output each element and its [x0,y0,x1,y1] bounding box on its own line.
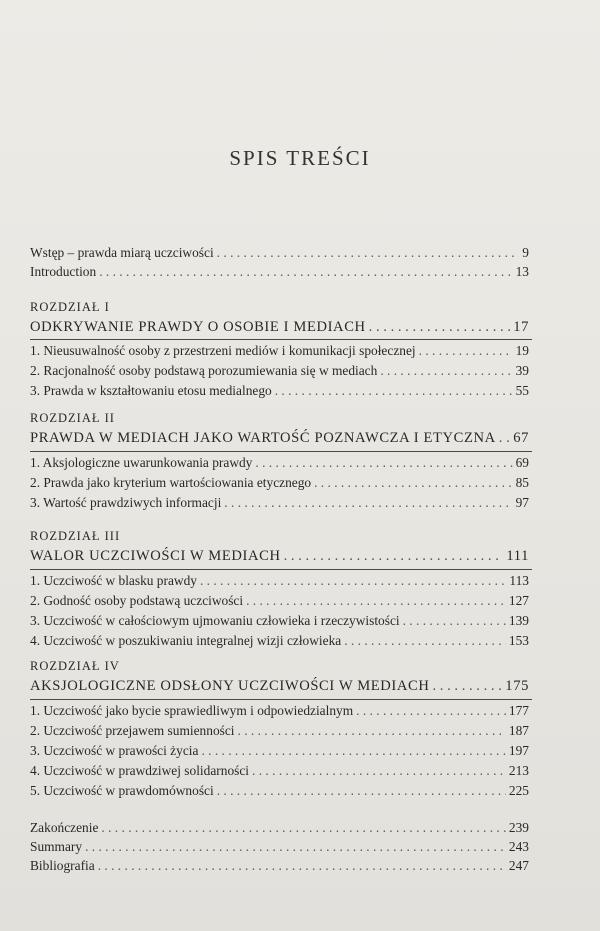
toc-entry-label: 1. Aksjologiczne uwarunkowania prawdy [30,455,253,470]
chapter-divider [30,339,532,340]
toc-entry-label: 1. Uczciwość w blasku prawdy [30,573,197,588]
chapter-1 [30,300,529,336]
toc-entry-page: 197 [508,743,529,758]
toc-entry-label: 2. Godność osoby podstawą uczciwości [30,593,244,608]
toc-entry-page: 139 [508,613,529,628]
leader-dots [356,703,506,719]
leader-dots [99,264,512,280]
toc-entry-page: 19 [515,343,529,358]
toc-entry-page: 13 [515,264,529,279]
toc-entry-label: 1. Nieusuwalność osoby z przestrzeni mediów i komunikacji społecznej [30,343,416,358]
toc-entry-label: 3. Uczciwość w prawości życia [30,743,199,758]
toc-entry-page: 113 [509,573,529,588]
toc-entry [30,820,529,839]
toc-entry [30,455,529,475]
leader-dots [101,820,506,836]
toc-entry-label: Summary [30,839,83,854]
chapter-title: AKSJOLOGICZNE ODSŁONY UCZCIWOŚCI W MEDIACH [30,678,430,694]
toc-entry [30,858,529,877]
toc-entry [30,633,529,653]
leader-dots [246,593,506,609]
chapter-4-sections [30,703,529,803]
chapter-3-sections [30,573,529,653]
toc-entry-page: 225 [508,783,529,798]
chapter-title-entry [30,548,529,565]
toc-entry-page: 127 [508,593,529,608]
toc-entry-page: 9 [522,245,529,260]
toc-entry-label: 3. Wartość prawdziwych informacji [30,495,222,510]
leader-dots [238,723,506,739]
toc-entry [30,383,529,403]
leader-dots [403,613,506,629]
toc-entry-label: 3. Prawda w kształtowaniu etosu medialnego [30,383,272,398]
toc-entry-label: 4. Uczciwość w poszukiwaniu integralnej wizji człowieka [30,633,342,648]
chapter-title: PRAWDA W MEDIACH JAKO WARTOŚĆ POZNAWCZA I ETYCZNA [30,430,496,446]
toc-entry [30,475,529,495]
chapter-title-entry [30,319,529,336]
toc-entry [30,264,529,283]
chapter-page: 17 [513,319,529,335]
chapter-page: 111 [506,548,529,564]
toc-entry-page: 85 [515,475,529,490]
page-title: SPIS TREŚCI [229,146,371,170]
chapter-title: WALOR UCZCIWOŚCI W MEDIACH [30,548,281,564]
toc-entry-label: 1. Uczciwość jako bycie sprawiedliwym i odpowiedzialnym [30,703,354,718]
chapter-title: ODKRYWANIE PRAWDY O OSOBIE I MEDIACH [30,319,366,335]
chapter-divider [30,569,532,570]
chapter-label: ROZDZIAŁ II [30,411,115,425]
toc-entry-page: 239 [508,820,529,835]
chapter-page: 175 [505,678,529,694]
toc-entry-label: 4. Uczciwość w prawdziwej solidarności [30,763,250,778]
toc-entry [30,723,529,743]
leader-dots [499,430,510,447]
chapter-label: ROZDZIAŁ IV [30,659,120,673]
leader-dots [314,475,513,491]
chapter-3 [30,529,529,565]
chapter-title-entry [30,678,529,695]
chapter-label: ROZDZIAŁ III [30,529,121,543]
chapter-divider [30,451,532,452]
leader-dots [255,455,512,471]
toc-entry-page: 153 [508,633,529,648]
toc-entry-page: 55 [515,383,529,398]
toc-entry-page: 177 [508,703,529,718]
leader-dots [275,383,513,399]
toc-entry-label: Introduction [30,264,97,279]
toc-entry [30,839,529,858]
toc-entry [30,495,529,515]
toc-entry-label: Zakończenie [30,820,99,835]
toc-entry [30,593,529,613]
chapter-label: ROZDZIAŁ I [30,300,110,314]
leader-dots [217,783,506,799]
toc-entry-label: Wstęp – prawda miarą uczciwości [30,245,214,260]
toc-entry-page: 69 [515,455,529,470]
toc-entry-page: 213 [508,763,529,778]
toc-entry-label: 5. Uczciwość w prawdomówności [30,783,214,798]
leader-dots [369,319,511,336]
toc-back-entries [30,820,529,877]
chapter-4 [30,659,529,695]
toc-entry-label: Bibliografia [30,858,95,873]
toc-entry-label: 3. Uczciwość w całościowym ujmowaniu człowieka i rzeczywistości [30,613,400,628]
leader-dots [224,495,512,511]
toc-entry-page: 39 [515,363,529,378]
leader-dots [217,245,520,261]
toc-entry [30,343,529,363]
chapter-title-entry [30,430,529,447]
toc-entry [30,783,529,803]
leader-dots [85,839,506,855]
leader-dots [419,343,513,359]
leader-dots [433,678,503,695]
toc-entry [30,763,529,783]
leader-dots [200,573,506,589]
toc-entry [30,245,529,264]
toc-entry-label: 2. Racjonalność osoby podstawą porozumiewania się w mediach [30,363,378,378]
chapter-page: 67 [513,430,529,446]
toc-front-entries [30,245,529,283]
leader-dots [344,633,506,649]
leader-dots [284,548,504,565]
toc-entry-page: 97 [515,495,529,510]
chapter-2-sections [30,455,529,515]
chapter-2 [30,411,529,447]
chapter-divider [30,699,532,700]
toc-entry [30,743,529,763]
leader-dots [201,743,505,759]
toc-entry [30,703,529,723]
toc-entry-label: 2. Prawda jako kryterium wartościowania etycznego [30,475,312,490]
toc-entry-page: 187 [508,723,529,738]
toc-entry-label: 2. Uczciwość przejawem sumienności [30,723,235,738]
toc-entry [30,573,529,593]
leader-dots [98,858,506,874]
leader-dots [380,363,512,379]
toc-entry-page: 243 [508,839,529,854]
toc-entry [30,363,529,383]
leader-dots [252,763,506,779]
toc-entry-page: 247 [508,858,529,873]
toc-entry [30,613,529,633]
chapter-1-sections [30,343,529,403]
